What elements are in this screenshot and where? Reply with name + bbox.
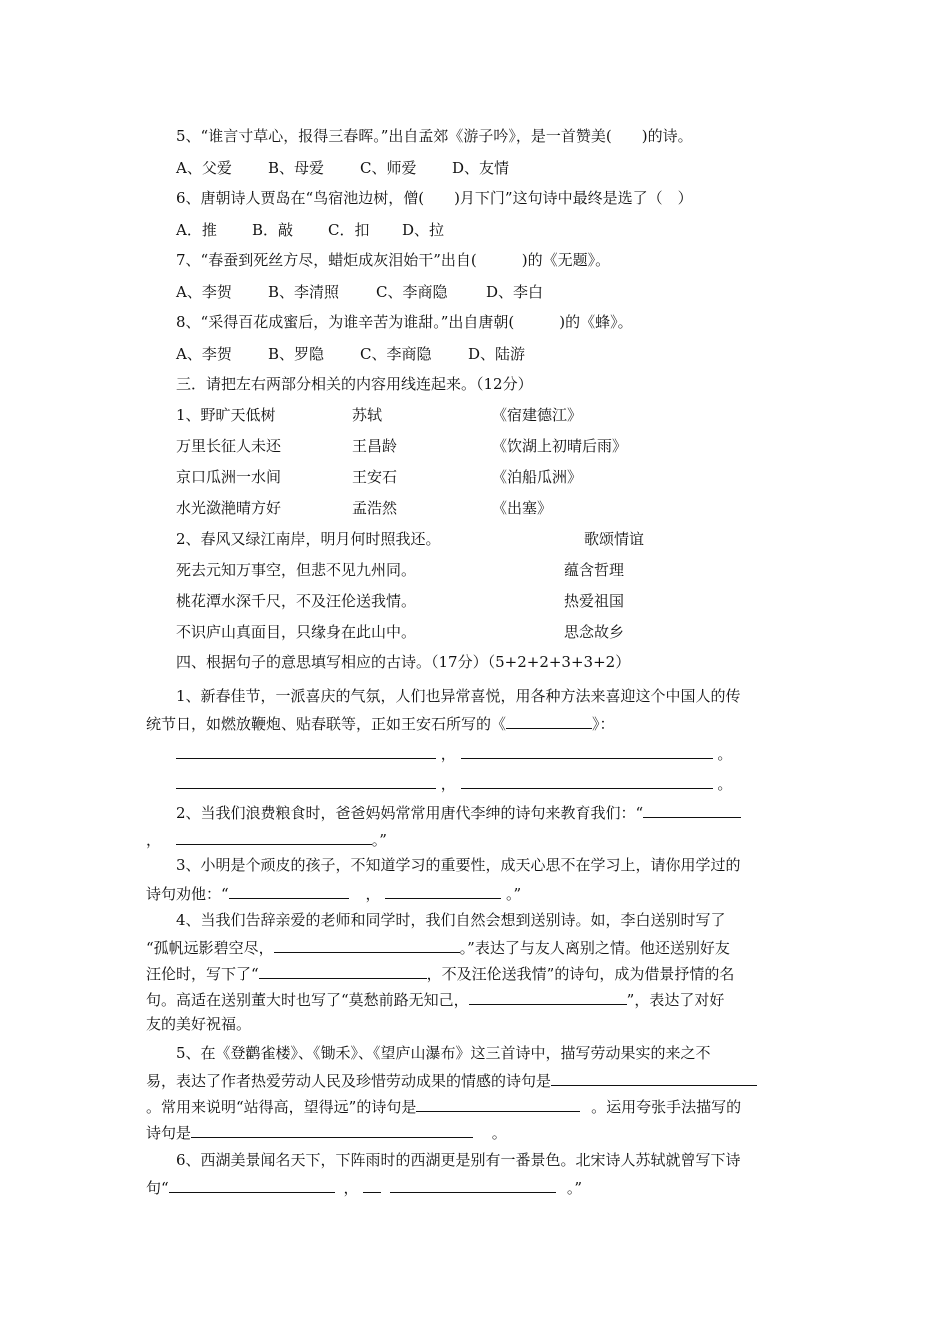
q8-option-a: A、李贺 — [176, 345, 232, 363]
answer-blank[interactable] — [461, 772, 713, 789]
q7-option-b: B、李清照 — [268, 283, 340, 301]
match-poem-line: 京口瓜洲一水间 — [176, 468, 282, 486]
q6-option-a: A．推 — [176, 221, 217, 239]
question-7-stem: 7、“春蚕到死丝方尽，蜡炬成灰泪始干”出自( )的《无题》。 — [176, 251, 611, 269]
answer-blank[interactable] — [551, 1069, 757, 1086]
q7-option-d: D、李白 — [486, 283, 544, 301]
q5-option-b: B、母爱 — [268, 159, 325, 177]
s4-item-4-line-2: “孤帆远影碧空尽， 。”表达了与友人离别之情。他还送别好友 — [146, 936, 730, 958]
match-poet: 王昌龄 — [352, 437, 398, 455]
s4-item-3-line-1: 3、小明是个顽皮的孩子，不知道学习的重要性，成天心思不在学习上，请你用学过的 — [176, 856, 741, 874]
s4-item-2-line-2: ， 。” — [146, 828, 387, 850]
s4-item-5-line-2: 易，表达了作者热爱劳动人民及珍惜劳动成果的情感的诗句是 — [146, 1069, 757, 1091]
match-poem-title: 《泊船瓜洲》 — [492, 468, 583, 486]
match-verse: 桃花潭水深千尺，不及汪伦送我情。 — [176, 592, 417, 610]
section-3-title: 三．请把左右两部分相关的内容用线连起来。（12分） — [176, 375, 533, 393]
q8-option-b: B、罗隐 — [268, 345, 325, 363]
s4-item-1-line-2: 统节日，如燃放鞭炮、贴春联等，正如王安石所写的《 》： — [146, 712, 615, 734]
answer-blank[interactable] — [461, 742, 713, 759]
question-8-stem: 8、“采得百花成蜜后，为谁辛苦为谁甜。”出自唐朝( )的《蜂》。 — [176, 313, 633, 331]
answer-blank[interactable] — [506, 712, 592, 729]
match-theme: 蕴含哲理 — [564, 561, 625, 579]
s4-item-1-answer-line-2: ， 。 — [176, 772, 732, 794]
s4-item-4-line-3: 汪伦时，写下了“ ，不及汪伦送我情”的诗句，成为借景抒情的名 — [146, 962, 734, 984]
q7-option-a: A、李贺 — [176, 283, 232, 301]
answer-blank[interactable] — [259, 962, 427, 979]
answer-blank[interactable] — [274, 936, 460, 953]
q6-option-c: C．扣 — [328, 221, 370, 239]
s4-item-5-line-4: 诗句是 。 — [146, 1121, 507, 1143]
q6-option-b: B．敲 — [252, 221, 294, 239]
answer-blank[interactable] — [229, 882, 349, 899]
match-poem-title: 《出塞》 — [492, 499, 553, 517]
match-verse: 不识庐山真面目，只缘身在此山中。 — [176, 623, 417, 641]
s4-item-6-line-2: 句“ ， 。” — [146, 1176, 582, 1198]
q8-option-d: D、陆游 — [468, 345, 526, 363]
answer-blank[interactable] — [469, 988, 627, 1005]
s4-item-6-line-1: 6、西湖美景闻名天下，下阵雨时的西湖更是别有一番景色。北宋诗人苏轼就曾写下诗 — [176, 1151, 741, 1169]
answer-blank[interactable] — [176, 742, 436, 759]
match-poet: 孟浩然 — [352, 499, 398, 517]
answer-blank[interactable] — [363, 1176, 381, 1193]
match-poet: 王安石 — [352, 468, 398, 486]
match-poem-line: 万里长征人未还 — [176, 437, 282, 455]
match-poem-title: 《宿建德江》 — [492, 406, 583, 424]
question-6-stem: 6、唐朝诗人贾岛在“鸟宿池边树，僧( )月下门”这句诗中最终是选了（ ） — [176, 189, 693, 207]
q5-option-a: A、父爱 — [176, 159, 232, 177]
answer-blank[interactable] — [385, 882, 501, 899]
s4-item-1-answer-line-1: ， 。 — [176, 742, 732, 764]
s4-item-3-line-2: 诗句劝他：“ ， 。” — [146, 882, 521, 904]
s4-item-5-line-3: 。常用来说明“站得高，望得远”的诗句是 。运用夸张手法描写的 — [146, 1095, 741, 1117]
match-poet: 苏轼 — [352, 406, 383, 424]
answer-blank[interactable] — [169, 1176, 335, 1193]
match-verse: 死去元知万事空，但悲不见九州同。 — [176, 561, 417, 579]
question-5-stem: 5、“谁言寸草心，报得三春晖。”出自孟郊《游子吟》，是一首赞美( )的诗。 — [176, 127, 693, 145]
answer-blank[interactable] — [643, 801, 741, 818]
s4-item-5-line-1: 5、在《登鹳雀楼》、《锄禾》、《望庐山瀑布》这三首诗中，描写劳动果实的来之不 — [176, 1044, 711, 1062]
s4-item-2-line-1: 2、当我们浪费粮食时，爸爸妈妈常常用唐代李绅的诗句来教育我们：“ — [176, 801, 741, 823]
match-poem-line: 水光潋滟晴方好 — [176, 499, 282, 517]
s4-item-4-line-4: 句。高适在送别董大时也写了“莫愁前路无知己， ”，表达了对好 — [146, 988, 724, 1010]
s4-item-4-line-5: 友的美好祝福。 — [146, 1015, 252, 1033]
q5-option-d: D、友情 — [452, 159, 510, 177]
answer-blank[interactable] — [416, 1095, 580, 1112]
match-theme: 热爱祖国 — [564, 592, 625, 610]
answer-blank[interactable] — [176, 828, 372, 845]
q8-option-c: C、李商隐 — [360, 345, 432, 363]
q7-option-c: C、李商隐 — [376, 283, 448, 301]
s4-item-4-line-1: 4、当我们告辞亲爱的老师和同学时，我们自然会想到送别诗。如，李白送别时写了 — [176, 911, 726, 929]
s4-item-1-line-1: 1、新春佳节，一派喜庆的气氛，人们也异常喜悦，用各种方法来喜迎这个中国人的传 — [176, 687, 741, 705]
q5-option-c: C、师爱 — [360, 159, 417, 177]
answer-blank[interactable] — [191, 1121, 473, 1138]
match-poem-title: 《饮湖上初晴后雨》 — [492, 437, 628, 455]
answer-blank[interactable] — [390, 1176, 556, 1193]
answer-blank[interactable] — [176, 772, 436, 789]
match-verse: 2、春风又绿江南岸，明月何时照我还。 — [176, 530, 441, 548]
q6-option-d: D、拉 — [402, 221, 445, 239]
match-theme: 歌颂情谊 — [584, 530, 645, 548]
match-theme: 思念故乡 — [564, 623, 625, 641]
section-4-title: 四、根据句子的意思填写相应的古诗。（17分）（5+2+2+3+3+2） — [176, 653, 631, 671]
match-poem-line: 1、野旷天低树 — [176, 406, 276, 424]
